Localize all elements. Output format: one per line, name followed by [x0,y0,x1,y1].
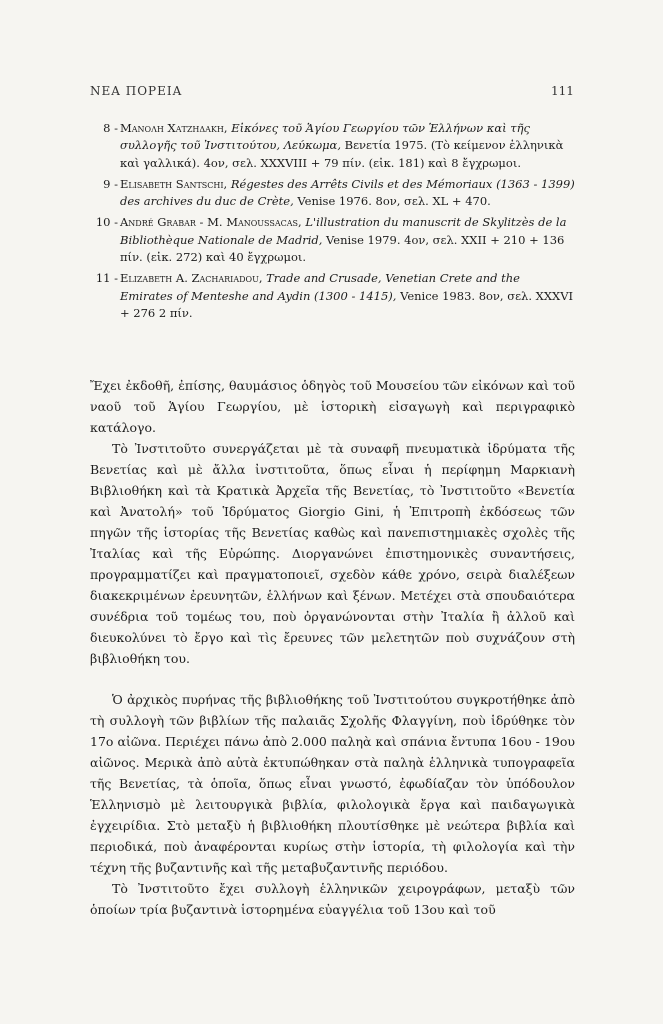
reference-author: Elizabeth A. Zachariadou, [120,271,263,286]
body-paragraph: Τὸ Ἰνστιτοῦτο συνεργάζεται μὲ τὰ συναφῆ πνευματικὰ ἱδρύματα τῆς Βενετίας καὶ μὲ ἄλλα ἰνστιτοῦτα, ὅπως εἶναι ἡ περίφημη Μαρκιανὴ Βιβλιοθήκη καὶ τὰ Κρατικὰ Ἀρχεῖα τῆς Βενετίας, τὸ Ἰνστιτοῦτο «Βενετία καὶ Ἀνατολή» τοῦ Ἱδρύματος Giorgio Gini, ἡ Ἐπιτροπὴ ἐκδόσεως τῶν πηγῶν τῆς ἱστορίας τῆς Βενετίας καθὼς καὶ πανεπιστημιακὲς σχολὲς τῆς Ἰταλίας καὶ τῆς Εὐρώπης. Διοργανώνει ἐπιστημονικὲς συναντήσεις, προγραμματίζει καὶ πραγματοποιεῖ, σχεδὸν κάθε χρόνο, σειρὰ διαλέξεων διακεκριμένων ἐρευνητῶν, ἑλλήνων καὶ ξένων. Μετέχει στὰ σπουδαιότερα συνέδρια τοῦ τομέως του, ποὺ ὀργανώνονται στὴν Ἰταλία ἢ ἀλλοῦ καὶ διευκολύνει τὸ ἔργο καὶ τὶς ἔρευνες τῶν μελετητῶν ποὺ συχνάζουν στὴ βιβλιοθήκη του. [90,441,575,666]
body-paragraph: Ἔχει ἐκδοθῆ, ἐπίσης, θαυμάσιος ὁδηγὸς τοῦ Μουσείου τῶν εἰκόνων καὶ τοῦ ναοῦ τοῦ Ἁγίου Γεωργίου, μὲ ἱστορικὴ εἰσαγωγὴ καὶ περιγραφικὸ κατάλογο. [90,378,575,435]
reference-number: 8 - [103,121,118,135]
reference-title: Εἰκόνες τοῦ Ἁγίου Γεωργίου τῶν Ἑλλήνων καὶ τῆς συλλογῆς τοῦ Ἰνστιτούτου, Λεύκωμα, [120,121,530,153]
reference-title: L'illustration du manuscrit de Skylitzès de la Bibliothèque Nationale de Madrid, [120,215,567,247]
reference-title: Régestes des Arrêts Civils et des Mémoriaux (1363 - 1399) des archives du duc de Crète, [120,176,575,209]
reference-number: 9 - [103,176,118,191]
reference-details: Βενετία 1975. (Τὸ κείμενον ἑλληνικὰ καὶ γαλλικά). 4ον, σελ. XXXVIII + 79 πίν. (εἰκ. 181) καὶ 8 ἔγχρωμοι. [120,138,564,170]
body-text [90,375,575,920]
reference-number: 10 - [95,215,118,230]
running-header-title: ΝΕΑ ΠΟΡΕΙΑ [90,84,183,98]
reference-item [90,270,575,322]
reference-item [90,176,575,211]
reference-author: André Grabar - M. Manoussacas, [120,215,302,230]
reference-details: Venise 1976. 8ον, σελ. XL + 470. [297,194,491,209]
reference-title: Trade and Crusade, Venetian Crete and the Emirates of Menteshe and Aydin (1300 - 1415), [120,271,520,303]
reference-details: Venise 1979. 4ον, σελ. XXII + 210 + 136 πίν. (εἰκ. 272) καὶ 40 ἔγχρωμοι. [120,232,565,265]
reference-item [90,120,575,172]
page-number: 111 [551,84,574,98]
reference-author: Μανολη Χατζηδακη, [120,121,228,135]
reference-number: 11 - [95,271,118,286]
reference-list [90,120,575,326]
reference-item [90,214,575,266]
reference-details: Venice 1983. 8ον, σελ. XXXVI + 276 2 πίν. [120,288,574,320]
body-paragraph: Ὁ ἀρχικὸς πυρήνας τῆς βιβλιοθήκης τοῦ Ἰνστιτούτου συγκροτήθηκε ἀπὸ τὴ συλλογὴ τῶν βιβλίων τῆς παλαιᾶς Σχολῆς Φλαγγίνη, ποὺ ἱδρύθηκε τὸν 17ο αἰῶνα. Περιέχει πάνω ἀπὸ 2.000 παληὰ καὶ σπάνια ἔντυπα 16ου - 19ου αἰῶνος. Μερικὰ ἀπὸ αὐτὰ ἐκτυπώθηκαν στὰ παληὰ ἑλληνικὰ τυπογραφεῖα τῆς Βενετίας, τὰ ὁποῖα, ὅπως εἶναι γνωστό, ἐφωδίαζαν τὸν ὑπόδουλον Ἑλληνισμὸ μὲ λειτουργικὰ βιβλία, φιλολογικὰ ἔργα καὶ παιδαγωγικὰ ἐγχειρίδια. Στὸ μεταξὺ ἡ βιβλιοθήκη πλουτίσθηκε μὲ νεώτερα βιβλία καὶ περιοδικά, ποὺ ἀναφέρονται κυρίως στὴν ἱστορία, τὴ φιλολογία καὶ τὴν τέχνη τῆς βυζαντινῆς καὶ τῆς μεταβυζαντινῆς περιόδου. [90,692,575,875]
body-paragraph: Τὸ Ἰνστιτοῦτο ἔχει συλλογὴ ἑλληνικῶν χειρογράφων, μεταξὺ τῶν ὁποίων τρία βυζαντινὰ ἱστορημένα εὐαγγέλια τοῦ 13ου καὶ τοῦ [90,881,575,917]
reference-author: Elisabeth Santschi, [120,176,228,191]
